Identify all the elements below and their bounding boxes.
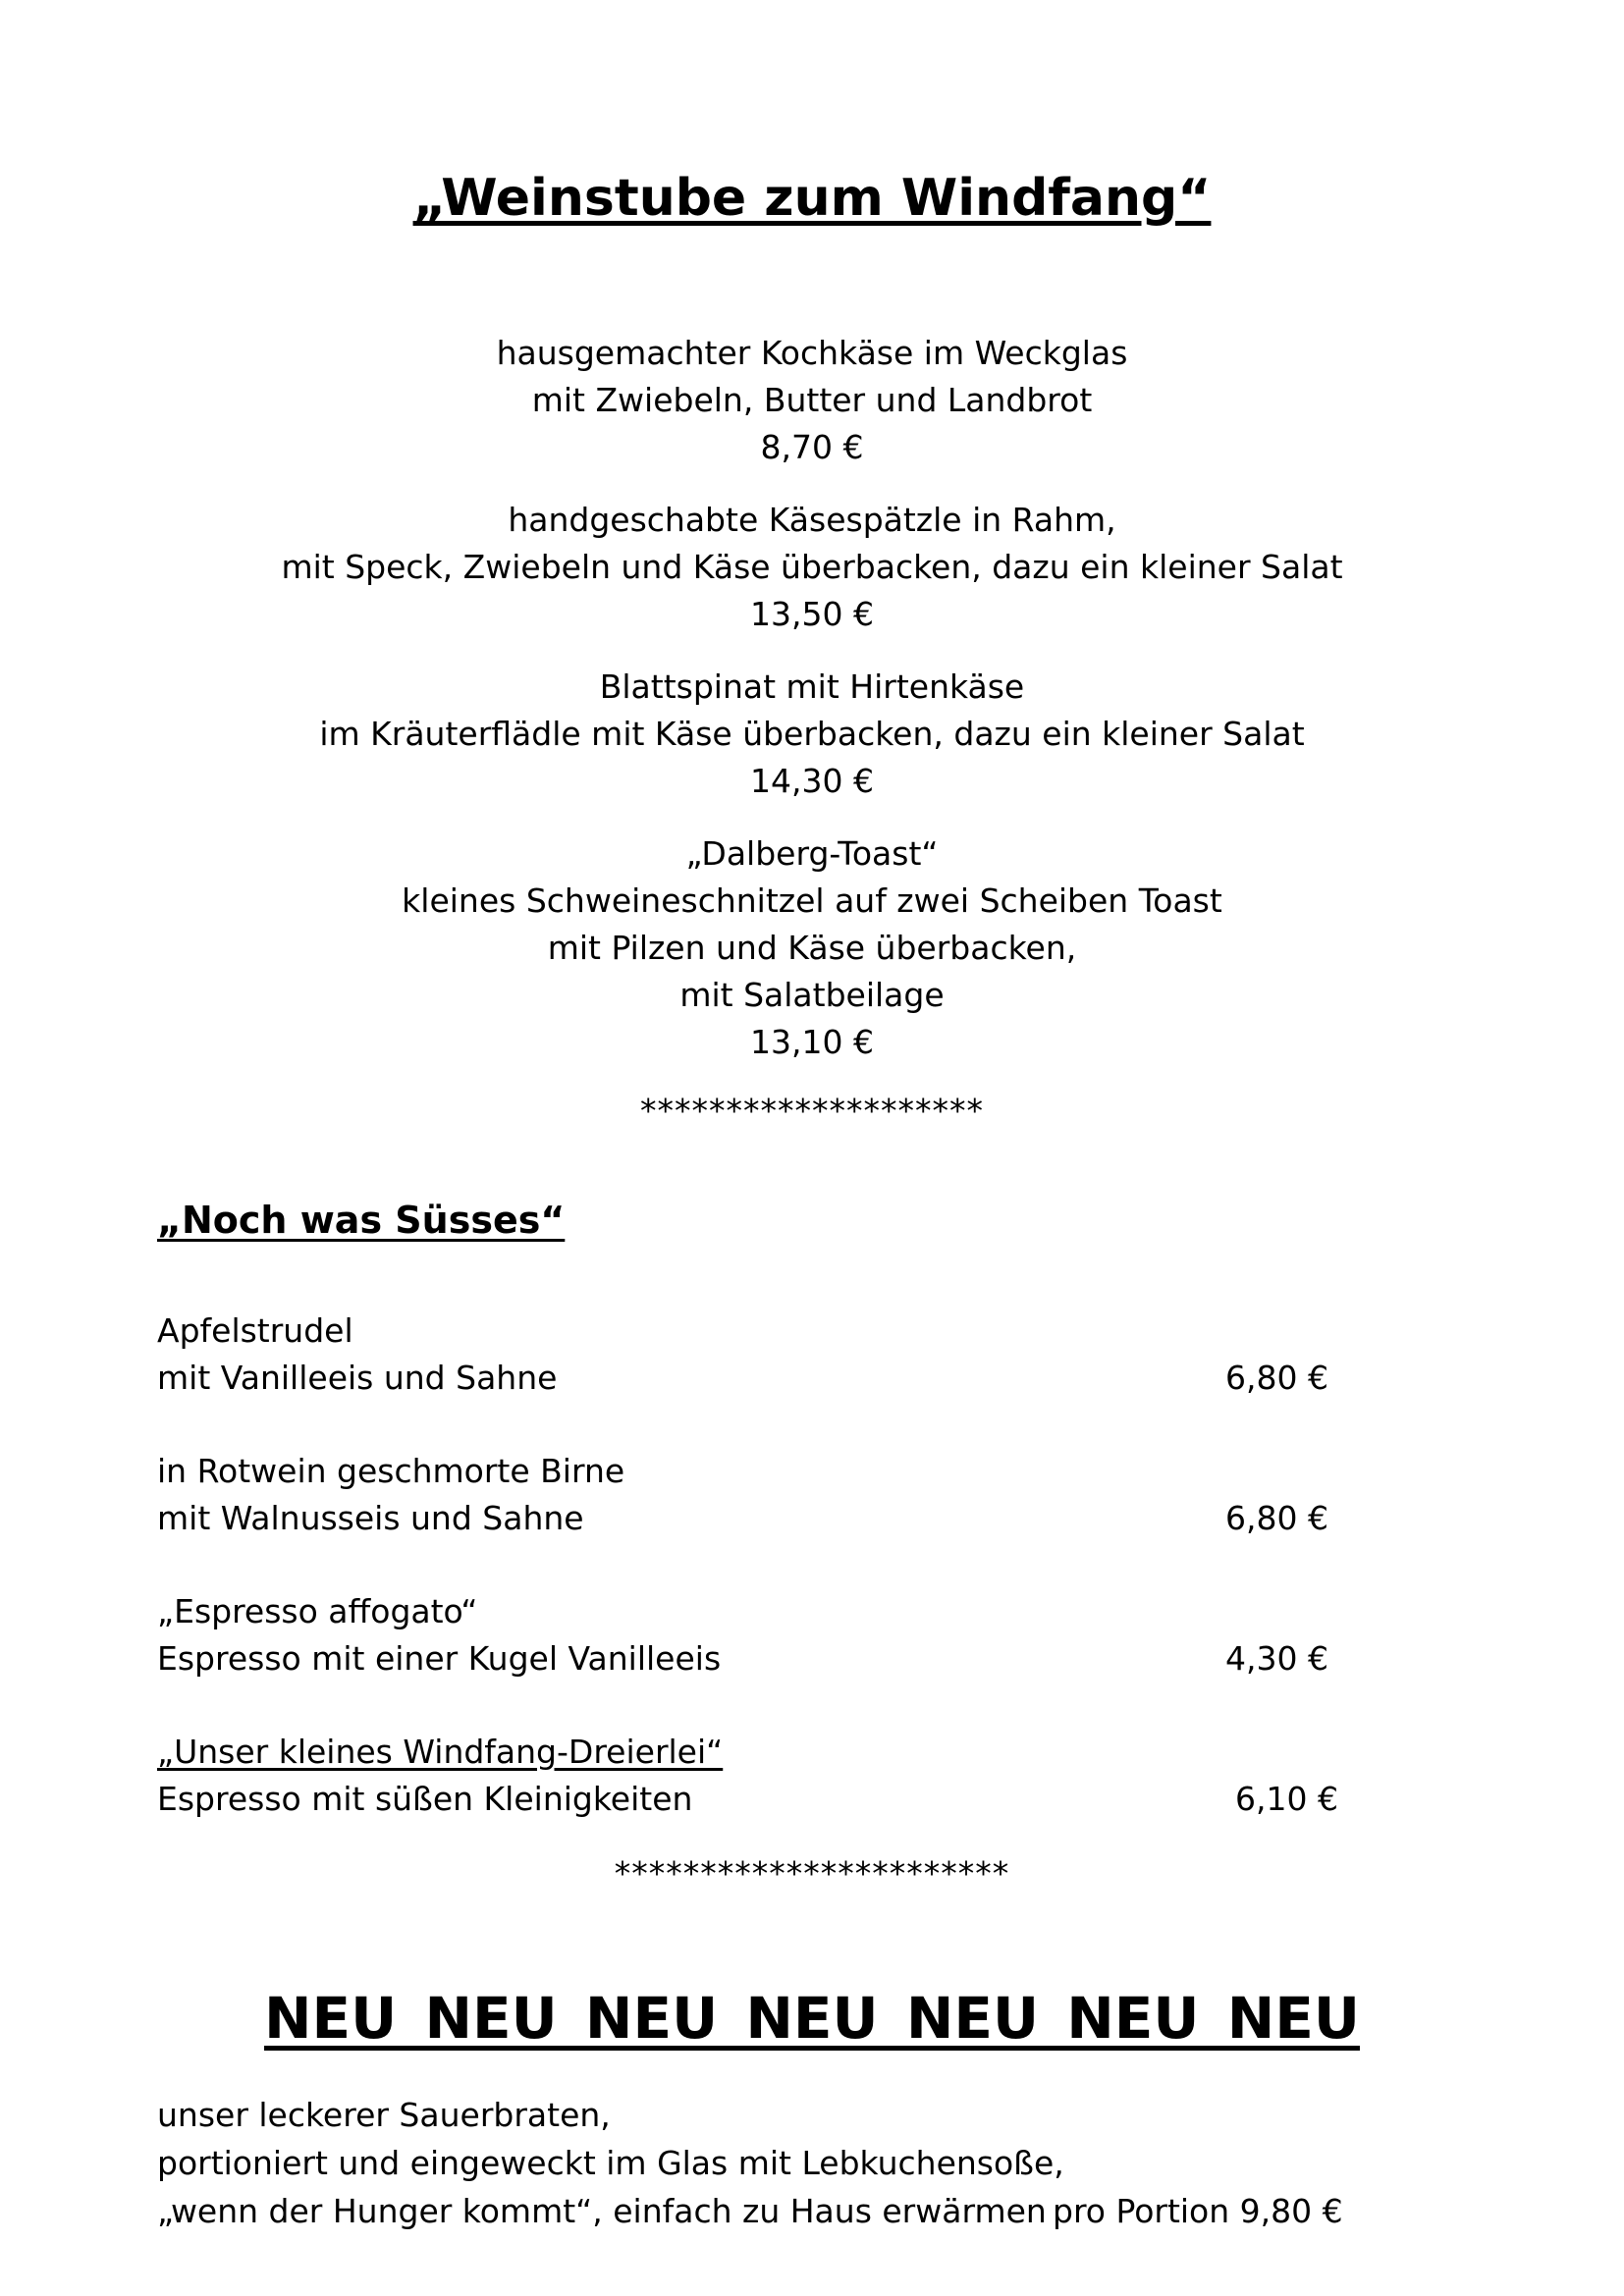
separator-stars: ******************** bbox=[640, 1092, 984, 1130]
new-item bbox=[157, 2091, 1434, 2235]
new-item-line: „wenn der Hunger kommt“, einfach zu Haus erwärmen bbox=[157, 2192, 1047, 2230]
new-item-line: portioniert und eingeweckt im Glas mit Lebkuchensoße, bbox=[157, 2144, 1064, 2182]
restaurant-title bbox=[0, 167, 1624, 230]
dessert-name: Apfelstrudel bbox=[157, 1311, 353, 1350]
new-item-price: pro Portion 9,80 € bbox=[1053, 2192, 1343, 2230]
dessert-price: 4,30 € bbox=[1225, 1639, 1328, 1678]
dish-blattspinat bbox=[0, 664, 1624, 805]
dish-line: kleines Schweineschnitzel auf zwei Scheiben Toast bbox=[402, 881, 1222, 920]
new-banner-text: NEU NEU NEU NEU NEU NEU NEU bbox=[264, 1985, 1360, 2052]
dish-line: mit Zwiebeln, Butter und Landbrot bbox=[531, 381, 1093, 419]
dessert-name: in Rotwein geschmorte Birne bbox=[157, 1452, 625, 1490]
dish-kochkaese bbox=[0, 330, 1624, 471]
dish-line: hausgemachter Kochkäse im Weckglas bbox=[496, 334, 1128, 372]
dessert-description: Espresso mit süßen Kleinigkeiten bbox=[157, 1780, 693, 1818]
dessert-name: „Espresso affogato“ bbox=[157, 1592, 478, 1630]
dessert-price: 6,80 € bbox=[1225, 1359, 1328, 1397]
dessert-price: 6,80 € bbox=[1225, 1499, 1328, 1537]
dessert-description: mit Walnusseis und Sahne bbox=[157, 1499, 584, 1537]
separator-stars: *********************** bbox=[614, 1854, 1010, 1893]
dish-line: mit Pilzen und Käse überbacken, bbox=[547, 929, 1077, 967]
new-item-line: unser leckerer Sauerbraten, bbox=[157, 2096, 611, 2134]
dish-line: „Dalberg-Toast“ bbox=[685, 834, 939, 873]
new-banner bbox=[0, 1983, 1624, 2054]
dish-price: 13,10 € bbox=[750, 1023, 874, 1061]
dish-line: mit Salatbeilage bbox=[679, 976, 945, 1014]
dish-line: mit Speck, Zwiebeln und Käse überbacken, dazu ein kleiner Salat bbox=[281, 548, 1343, 586]
dessert-item bbox=[157, 1588, 1335, 1682]
dish-kaesespaetzle bbox=[0, 497, 1624, 638]
sweets-heading: „Noch was Süsses“ bbox=[157, 1199, 566, 1242]
dessert-item bbox=[157, 1448, 1335, 1542]
dish-price: 8,70 € bbox=[760, 428, 864, 466]
dish-dalberg-toast bbox=[0, 830, 1624, 1066]
dish-price: 13,50 € bbox=[750, 595, 874, 633]
dessert-item bbox=[157, 1729, 1338, 1823]
dessert-description: Espresso mit einer Kugel Vanilleeis bbox=[157, 1639, 722, 1678]
dessert-description: mit Vanilleeis und Sahne bbox=[157, 1359, 558, 1397]
dish-line: handgeschabte Käsespätzle in Rahm, bbox=[508, 501, 1116, 539]
dish-price: 14,30 € bbox=[750, 762, 874, 800]
dish-line: Blattspinat mit Hirtenkäse bbox=[599, 667, 1025, 706]
dessert-price: 6,10 € bbox=[1235, 1780, 1338, 1818]
dessert-item bbox=[157, 1308, 1335, 1402]
restaurant-title-text: „Weinstube zum Windfang“ bbox=[412, 169, 1212, 228]
dessert-name: „Unser kleines Windfang-Dreierlei“ bbox=[157, 1733, 724, 1771]
dish-line: im Kräuterflädle mit Käse überbacken, dazu ein kleiner Salat bbox=[319, 715, 1305, 753]
